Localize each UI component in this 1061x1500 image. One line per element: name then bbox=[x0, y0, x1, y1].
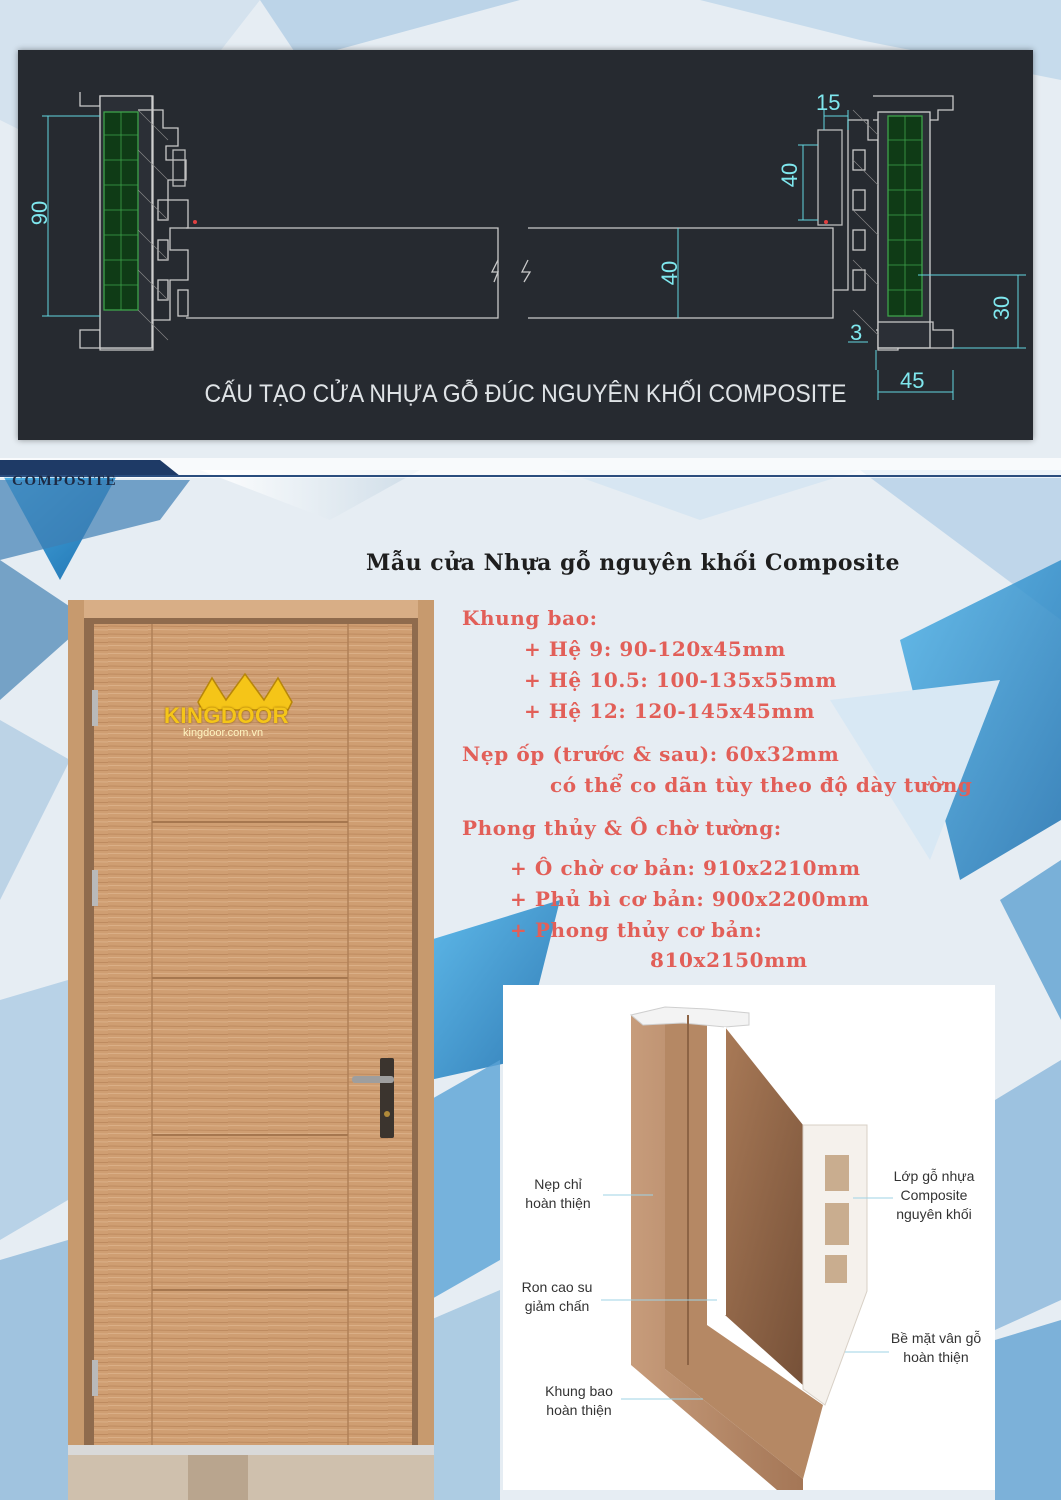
callout-surface bbox=[881, 1329, 991, 1367]
callout-layer-line: nguyên khối bbox=[896, 1206, 972, 1222]
callout-layer-line: Lớp gỗ nhựa bbox=[893, 1168, 975, 1184]
cad-drawing-panel bbox=[18, 50, 1033, 440]
frame-item: + Hệ 10.5: 100-135x55mm bbox=[524, 668, 838, 692]
callout-trim bbox=[513, 1175, 603, 1213]
frame-cross-section-photo bbox=[503, 985, 995, 1490]
callout-gasket-line: giảm chấn bbox=[524, 1298, 590, 1314]
dimension-bottom-height: 30 bbox=[989, 295, 1015, 321]
callout-trim-line: hoàn thiện bbox=[525, 1195, 591, 1211]
frame-heading: Khung bao: bbox=[462, 606, 598, 630]
opening-item: + Ô chờ cơ bản: 910x2210mm bbox=[510, 856, 861, 880]
callout-surface-line: hoàn thiện bbox=[903, 1349, 969, 1365]
frame-item: + Hệ 9: 90-120x45mm bbox=[524, 637, 786, 661]
logo-brand: KINGDOOR bbox=[164, 703, 289, 728]
section-title: Mẫu cửa Nhựa gỗ nguyên khối Composite bbox=[366, 550, 900, 576]
frame-item: + Hệ 12: 120-145x45mm bbox=[524, 699, 815, 723]
callout-frame-line: Khung bao bbox=[545, 1383, 613, 1399]
dimension-small-gap: 3 bbox=[850, 320, 863, 345]
section-divider bbox=[0, 456, 1061, 478]
callout-frame bbox=[529, 1382, 629, 1420]
trim-line-1: Nẹp ốp (trước & sau): 60x32mm bbox=[462, 742, 840, 766]
callout-gasket-line: Ron cao su bbox=[521, 1279, 593, 1295]
dimension-gasket-height: 40 bbox=[777, 162, 803, 188]
cad-title: CẤU TẠO CỬA NHỰA GỖ ĐÚC NGUYÊN KHỐI COMPOSITE bbox=[204, 380, 847, 408]
dimension-left-height: 90 bbox=[27, 200, 53, 226]
dimension-frame-width: 45 bbox=[900, 368, 925, 393]
opening-last: 810x2150mm bbox=[650, 948, 808, 972]
callout-frame-line: hoàn thiện bbox=[546, 1402, 612, 1418]
composite-banner: COMPOSITE bbox=[12, 473, 118, 489]
opening-heading: Phong thủy & Ô chờ tường: bbox=[462, 816, 782, 840]
dimension-top-width: 15 bbox=[816, 90, 841, 115]
opening-item: + Phong thủy cơ bản: bbox=[510, 918, 763, 942]
trim-line-2: có thể co dãn tùy theo độ dày tường bbox=[550, 773, 973, 797]
callout-gasket bbox=[511, 1278, 603, 1316]
callout-trim-line: Nẹp chỉ bbox=[534, 1176, 582, 1192]
callout-layer-line: Composite bbox=[900, 1187, 968, 1203]
opening-item: + Phủ bì cơ bản: 900x2200mm bbox=[510, 887, 870, 911]
logo-url: kingdoor.com.vn bbox=[183, 727, 264, 739]
dimension-leaf-thickness: 40 bbox=[657, 260, 683, 286]
callout-composite-layer bbox=[879, 1167, 989, 1224]
callout-surface-line: Bề mặt vân gỗ bbox=[890, 1330, 982, 1346]
